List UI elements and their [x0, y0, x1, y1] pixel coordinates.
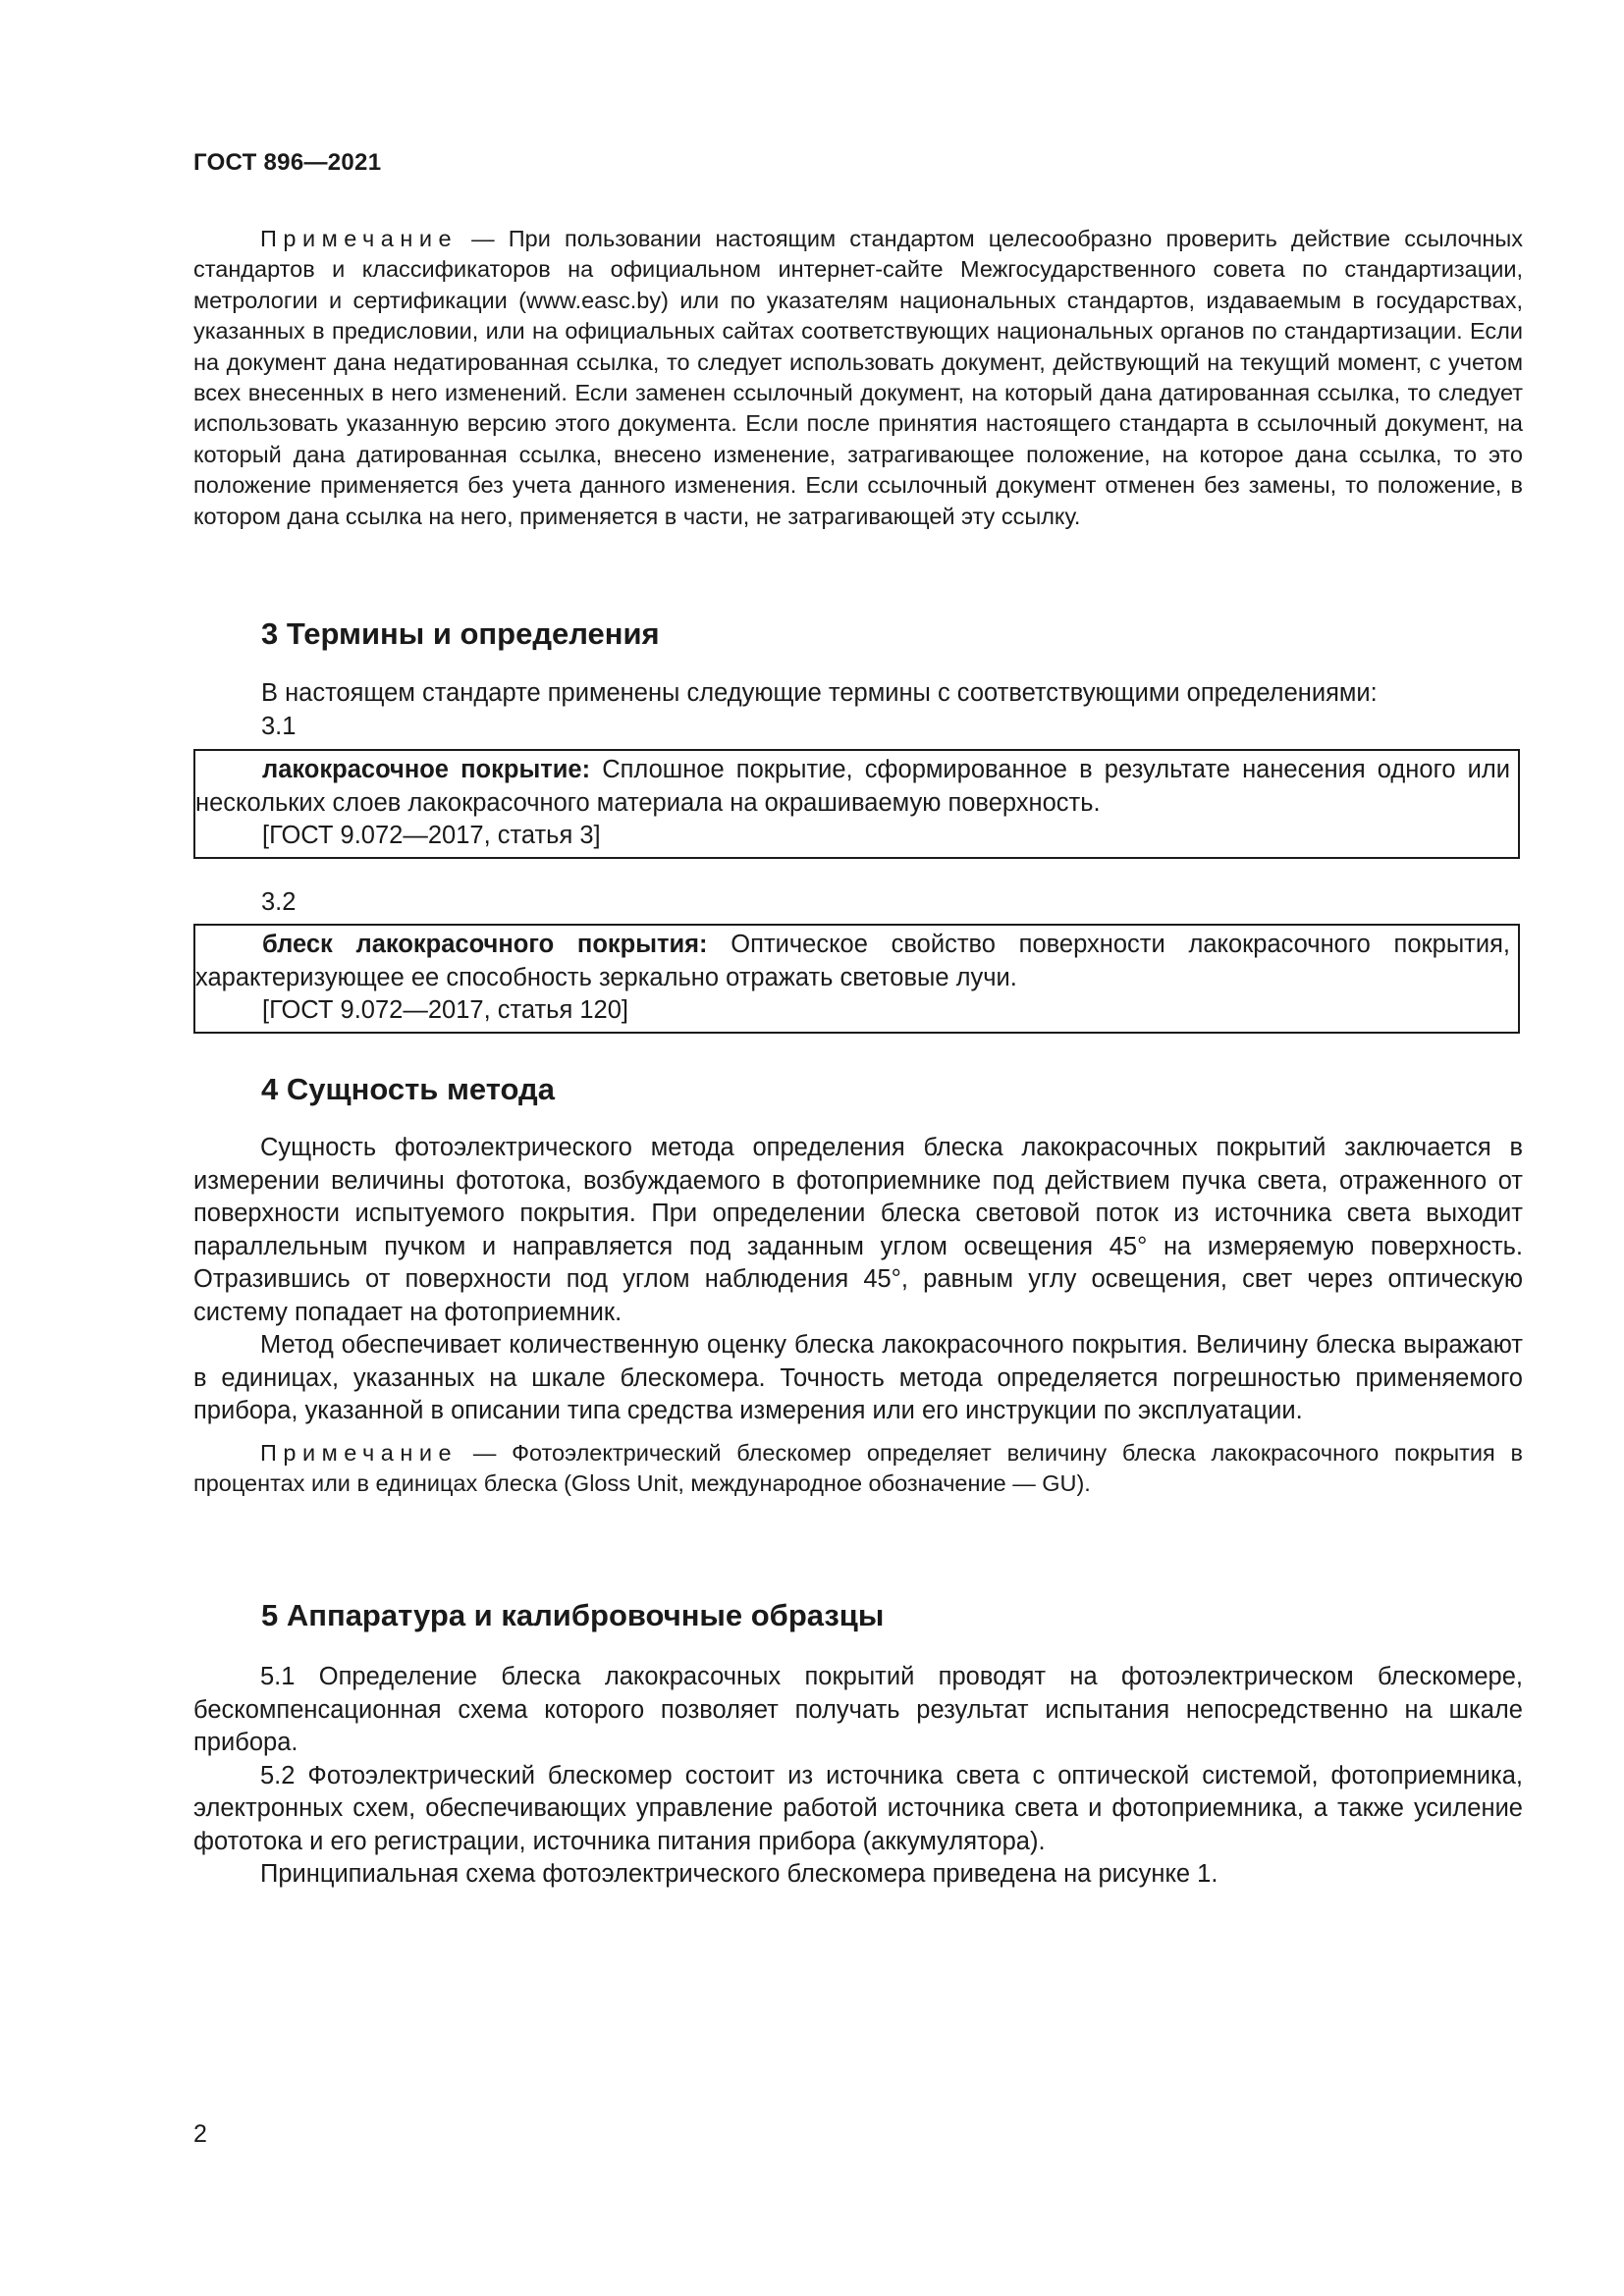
- section-3-heading: 3 Термины и определения: [261, 616, 660, 651]
- paragraph: 5.2 Фотоэлектрический блескомер состоит из источника света с оптической системой, фотоприемника, электронных схем, обеспечивающих управление работой источника света и фотоприемника, а также усиление фототока и его регистрации, источника питания прибора (аккумулятора).: [193, 1761, 1523, 1855]
- note-label: Примечание: [260, 226, 459, 251]
- section-4-body: [193, 1132, 1523, 1499]
- paragraph: 5.1 Определение блеска лакокрасочных покрытий проводят на фотоэлектрическом блескомере, бескомпенсационная схема которого позволяет получать результат испытания непосредственно на шкале прибора.: [193, 1663, 1523, 1756]
- term-source: [ГОСТ 9.072—2017, статья 120]: [262, 996, 628, 1024]
- method-note: [193, 1438, 1523, 1500]
- document-code: ГОСТ 896—2021: [193, 149, 382, 176]
- note-label: Примечание: [260, 1439, 459, 1466]
- note-text: — При пользовании настоящим стандартом целесообразно проверить действие ссылочных стандартов и классификаторов на официальном интернет-сайте Межгосударственного совета по стандартизации, метрологии и сертификации (www.easc.by) или по указателям национальных стандартов, издаваемым в государствах, указанных в предисловии, или на официальных сайтах соответствующих национальных органов по стандартизации. Если на документ дана недатированная ссылка, то следует использовать документ, действующий на текущий момент, с учетом всех внесенных в него изменений. Если заменен ссылочный документ, на который дана датированная ссылка, то следует использовать указанную версию этого документа. Если после принятия настоящего стандарта в ссылочный документ, на который дана датированная ссылка, внесено изменение, затрагивающее положение, на которое дана ссылка, то это положение применяется без учета данного изменения. Если ссылочный документ отменен без замены, то положение, в котором дана ссылка на него, применяется в части, не затрагивающей эту ссылку.: [193, 226, 1523, 529]
- term-name: лакокрасочное покрытие:: [262, 756, 591, 783]
- term-number: 3.2: [261, 888, 297, 916]
- paragraph: Сущность фотоэлектрического метода определения блеска лакокрасочных покрытий заключается в измерении величины фототока, возбуждаемого в фотоприемнике под действием пучка света, отраженного от поверхности испытуемого покрытия. При определении блеска световой поток из источника света выходит параллельным пучком и направляется под заданным углом освещения 45° на измеряемую поверхность. Отразившись от поверхности под углом наблюдения 45°, равным углу освещения, свет через оптическую систему попадает на фотоприемник.: [193, 1134, 1523, 1326]
- page-number: 2: [193, 2120, 207, 2148]
- term-definition: Сплошное покрытие, сформированное в результате нанесения одного или нескольких слоев лакокрасочного материала на окрашиваемую поверхность.: [195, 756, 1510, 817]
- term-source: [ГОСТ 9.072—2017, статья 3]: [262, 822, 601, 849]
- term-definition-box: [193, 749, 1520, 859]
- term-number: 3.1: [261, 713, 297, 740]
- term-name: блеск лакокрасочного покрытия:: [262, 931, 708, 958]
- reference-note: [193, 224, 1523, 532]
- note-text: — Фотоэлектрический блескомер определяет величину блеска лакокрасочного покрытия в процентах или в единицах блеска (Gloss Unit, международное обозначение — GU).: [193, 1439, 1523, 1496]
- section-5-body: [193, 1661, 1523, 1892]
- paragraph: Принципиальная схема фотоэлектрического блескомера приведена на рисунке 1.: [260, 1860, 1218, 1888]
- paragraph: Метод обеспечивает количественную оценку блеска лакокрасочного покрытия. Величину блеска выражают в единицах, указанных на шкале блескомера. Точность метода определяется погрешностью применяемого прибора, указанной в описании типа средства измерения или его инструкции по эксплуатации.: [193, 1331, 1523, 1424]
- term-definition: Оптическое свойство поверхности лакокрасочного покрытия, характеризующее ее способность зеркально отражать световые лучи.: [195, 931, 1510, 991]
- term-definition-box: [193, 924, 1520, 1034]
- section-3-intro: В настоящем стандарте применены следующие термины с соответствующими определениями:: [261, 679, 1378, 707]
- section-5-heading: 5 Аппаратура и калибровочные образцы: [261, 1598, 885, 1632]
- section-4-heading: 4 Сущность метода: [261, 1072, 555, 1106]
